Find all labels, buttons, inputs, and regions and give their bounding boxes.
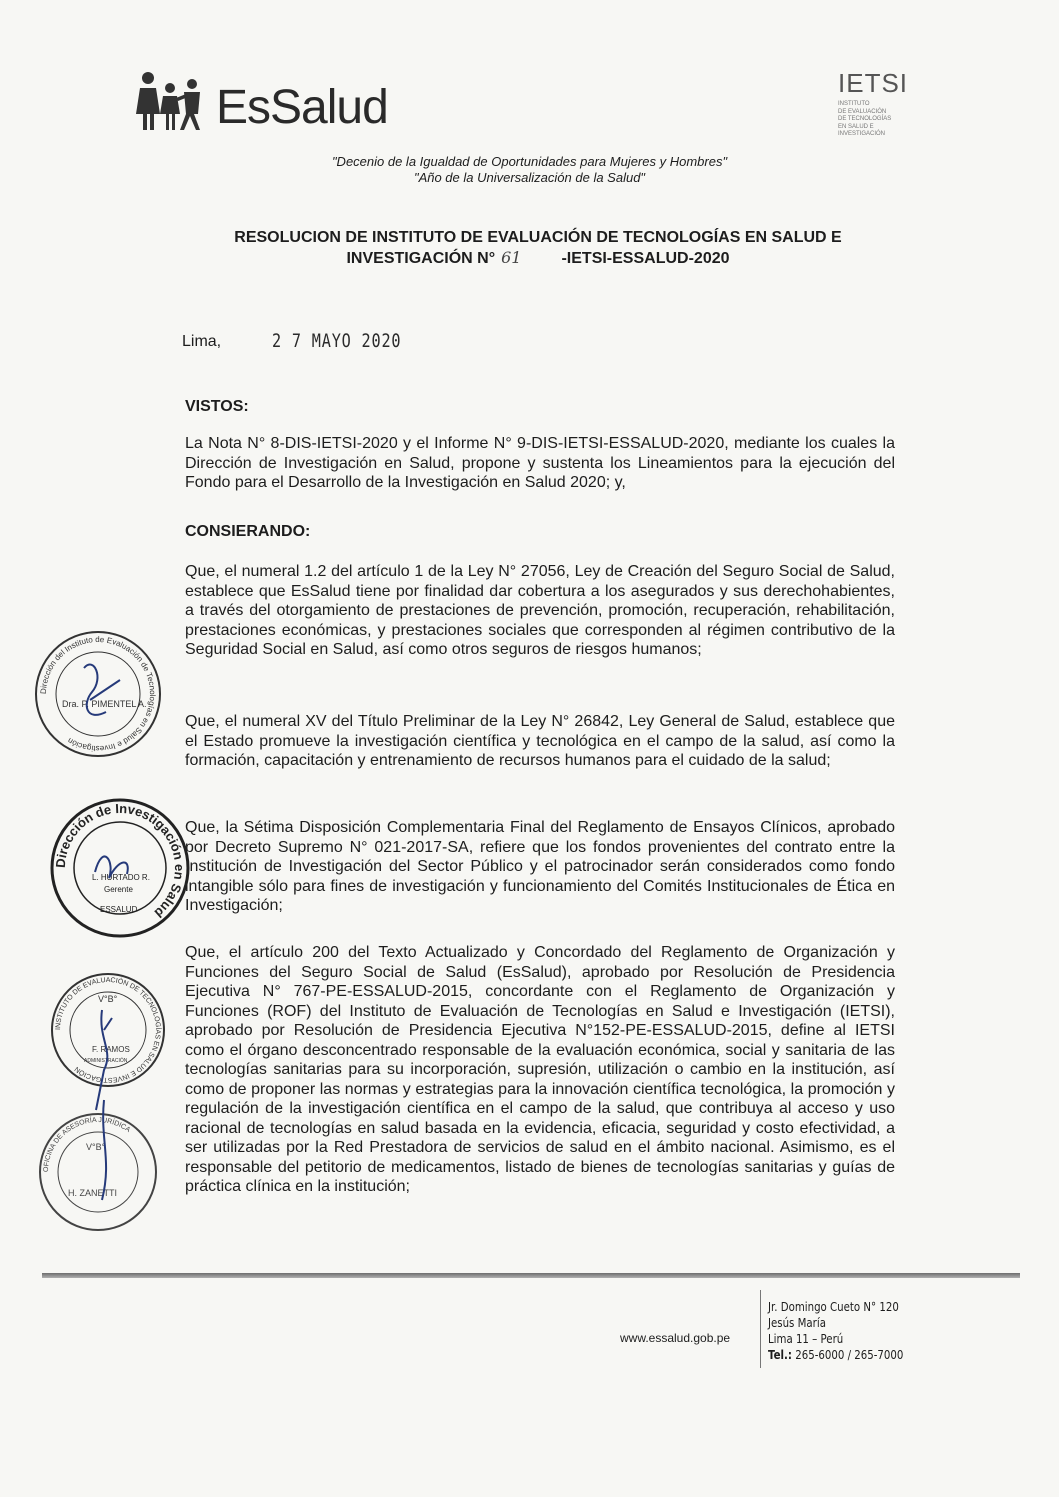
svg-text:ESSALUD: ESSALUD	[100, 905, 138, 914]
considerando-heading: CONSIERANDO:	[185, 523, 311, 540]
svg-text:F. RAMOS: F. RAMOS	[92, 1045, 130, 1054]
handwritten-number: 61	[501, 248, 522, 267]
svg-text:OFICINA DE ASESORÍA JURÍDICA: OFICINA DE ASESORÍA JURÍDICA	[42, 1116, 132, 1173]
year-line: "Año de la Universalización de la Salud"	[413, 170, 646, 185]
vistos-heading: VISTOS:	[185, 398, 249, 415]
official-seals	[0, 0, 200, 1290]
seal-zanetti	[40, 1100, 156, 1230]
address-line: Lima 11 – Perú	[768, 1332, 844, 1346]
seal-ramos	[52, 974, 164, 1110]
footer-address	[768, 1299, 903, 1363]
place: Lima,	[182, 333, 222, 350]
ietsi-logo	[838, 68, 928, 139]
vistos-paragraph: La Nota N° 8-DIS-IETSI-2020 y el Informe N° 9-DIS-IETSI-ESSALUD-2020, mediante los cuales la Dirección de Investigación en Salud, propone y sustenta los Lineamientos para la ejecución del Fondo para el Desarrollo de la Investigación en Salud 2020; y,	[185, 435, 895, 491]
svg-text:Dra. P. PIMENTEL A.: Dra. P. PIMENTEL A.	[62, 699, 147, 709]
considerando-paragraph-4: Que, el artículo 200 del Texto Actualizado y Concordado del Reglamento de Organización y Funciones del Seguro Social de Salud (EsSalud), aprobado por Resolución de Presidencia Ejecutiva N° 767-PE-ESSALUD-2015, concordante con el Reglamento de Organización y Funciones (ROF) del Instituto de Evaluación de Tecnologías en Salud e Investigación (IETSI), aprobado por Resolución de Presidencia Ejecutiva N°152-PE-ESSALUD-2015, define al IETSI como el órgano desconcentrado responsable de la evaluación económica, social y sanitaria de las tecnologías sanitarias para su incorporación, supresión, utilización o cambio en la institución, así como de proponer las normas y estrategias para la innovación científica tecnológica, la promoción y regulación de la investigación científica en el campo de la salud, que contribuya al acceso y uso racional de tecnologías en salud basada en la evidencia, eficacia, seguridad y costo efectividad, a ser utilizadas por la Red Prestadora de servicios de salud en el ámbito nacional. Asimismo, es el responsable del petitorio de medicamentos, listado de bienes de tecnologías sanitarias y guías de práctica clínica en la institución;	[185, 944, 895, 1195]
svg-text:H. ZANETTI: H. ZANETTI	[68, 1188, 117, 1198]
date-stamp: 2 7 MAYO 2020	[272, 330, 402, 352]
resolution-title-line2: INVESTIGACIÓN N° 61 -IETSI-ESSALUD-2020	[346, 248, 730, 267]
svg-text:Dirección del Instituto de Eva: Dirección del Instituto de Evaluación de Tecnologías en Salud e Investigación	[38, 634, 158, 754]
footer-vertical-divider	[760, 1290, 761, 1368]
footer-divider	[42, 1273, 1020, 1278]
seal-hurtado	[52, 800, 188, 936]
considerando-paragraph-3: Que, la Sétima Disposición Complementaria Final del Reglamento de Ensayos Clínicos, aprobado por Decreto Supremo N° 021-2017-SA, refiere que los fondos provenientes del contrato entre la Institución de Investigación del Sector Público y el patrocinador serán considerados como fondo intangible sólo para fines de investigación y funcionamiento del Comités Institucionales de Ética en Investigación;	[185, 819, 895, 914]
address-line: Jr. Domingo Cueto N° 120	[768, 1300, 899, 1314]
svg-text:V°B°: V°B°	[86, 1142, 106, 1152]
resolution-title-line1: RESOLUCION DE INSTITUTO DE EVALUACIÓN DE TECNOLOGÍAS EN SALUD E	[234, 229, 842, 246]
svg-text:Dirección de Investigación en: Dirección de Investigación en Salud	[52, 800, 188, 921]
resolution-title	[188, 228, 888, 269]
considerando-paragraph-1: Que, el numeral 1.2 del artículo 1 de la Ley N° 27056, Ley de Creación del Seguro Social de Salud, establece que EsSalud tiene por finalidad dar cobertura a los asegurados y sus derechohabientes, a través del otorgamiento de prestaciones de prevención, promoción, recuperación, rehabilitación, prestaciones económicas, y prestaciones sociales que corresponden al régimen contributivo de la Seguridad Social en Salud, así como otros seguros de riesgos humanos;	[185, 563, 895, 658]
ietsi-title: IETSI	[838, 68, 909, 98]
footer-website[interactable]: www.essalud.gob.pe	[620, 1331, 731, 1345]
svg-text:Gerente: Gerente	[104, 885, 133, 894]
ietsi-subtitle: INSTITUTO DE EVALUACIÓN DE TECNOLOGÍAS EN SALUD E INVESTIGACIÓN	[838, 101, 892, 137]
svg-text:INSTITUTO DE EVALUACIÓN DE TEC: INSTITUTO DE EVALUACIÓN DE TECNOLOGÍAS EN SALUD E INVESTIGACIÓN	[54, 976, 162, 1084]
svg-text:L. HURTADO R.: L. HURTADO R.	[92, 873, 150, 882]
seal-pimentel	[36, 632, 160, 756]
svg-text:V°B°: V°B°	[98, 994, 118, 1004]
considerando-paragraph-2: Que, el numeral XV del Título Preliminar de la Ley N° 26842, Ley General de Salud, establece que el Estado promueve la investigación científica y tecnológica en el campo de la salud, así como la formación, capacitación y entrenamiento de recursos humanos para el cuidado de la salud;	[185, 713, 895, 769]
logo-text: EsSalud	[216, 81, 388, 134]
svg-text:ADMINISTRACIÓN: ADMINISTRACIÓN	[84, 1058, 128, 1064]
address-line: Jesús María	[768, 1316, 826, 1330]
phone-line: Tel.: 265-6000 / 265-7000	[768, 1348, 904, 1362]
decenio-line: "Decenio de la Igualdad de Oportunidades para Mujeres y Hombres"	[331, 154, 728, 169]
